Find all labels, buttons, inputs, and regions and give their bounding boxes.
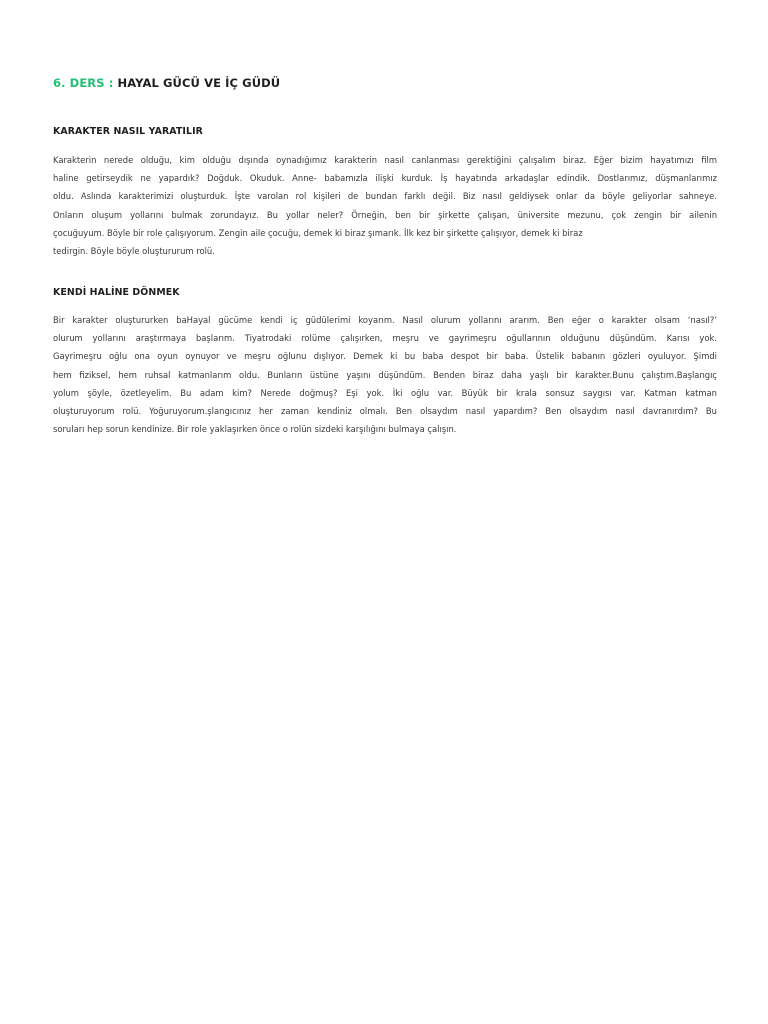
paragraph-line: oluşturuyorum rolü. Yoğuruyorum.şlangıcınız her zaman kendiniz olmalı. Ben olsaydım nasıl yapardım? Ben olsaydım nasıl davranırdım? Bu — [53, 405, 717, 416]
paragraph-line: hem fiziksel, hem ruhsal katmanlarım oldu. Bunların üstüne yaşını düşündüm. Benden biraz daha yaşlı bir karakter.Bunu çalıştım.Başlangıç — [53, 369, 717, 380]
paragraph-line: oldu. Aslında karakterimizi oluşturduk. İşte varolan rol kişileri de bundan farklı değil. Biz nasıl geldiysek onlar da böyle geliyorlar sahneye. — [53, 191, 717, 202]
paragraph-line: Karakterin nerede olduğu, kim olduğu dışında oynadığımız karakterin nasıl canlanması gerektiğini çalışalım biraz. Eğer bizim hayatımızı film — [53, 155, 717, 165]
section-paragraph-karakter — [53, 151, 717, 260]
lesson-title: HAYAL GÜCÜ VE İÇ GÜDÜ — [117, 76, 281, 90]
section-heading-karakter-nasil-yaratilir: KARAKTER NASIL YARATILIR — [53, 126, 203, 137]
document-title — [53, 75, 280, 91]
paragraph-line: yolum şöyle, özetleyelim. Bu adam kim? Nerede doğmuş? Eşi yok. İki oğlu var. Büyük bir krala sonsuz saygısı var. Katman katman — [53, 387, 717, 398]
paragraph-line: Bir karakter oluştururken baHayal gücüme kendi iç güdülerimi koyarım. Nasıl olurum yollarını ararım. Ben eğer o karakter olsam ‘nasıl?’ — [53, 315, 717, 325]
paragraph-line: Gayrimeşru oğlu ona oyun oynuyor ve meşru oğlunu dışlıyor. Demek ki bu baba despot bir baba. Üstelik babanın gözleri oyuluyor. Şimdi — [53, 351, 717, 362]
paragraph-line: tedirgin. Böyle böyle oluştururum rolü. — [53, 245, 215, 256]
section-heading-kendi-haline-donmek: KENDİ HALİNE DÖNMEK — [53, 287, 180, 298]
lesson-number: 6. DERS : — [53, 76, 114, 90]
section-paragraph-kendi-haline — [53, 311, 717, 438]
paragraph-line: haline getirseydik ne yapardık? Doğduk. Okuduk. Anne- babamızla ilişki kurduk. İş hayatında arkadaşlar edindik. Dostlarımız, düşmanlarımız — [53, 173, 717, 184]
paragraph-line: soruları hep sorun kendinize. Bir role yaklaşırken önce o rolün sizdeki karşılığını bulmaya çalışın. — [53, 424, 457, 435]
paragraph-line: Onların oluşum yollarını bulmak zorundayız. Bu yollar neler? Örneğin, ben bir şirkette çalışan, üniversite mezunu, çok zengin bir ailenin — [53, 209, 717, 220]
paragraph-line: olurum yollarını araştırmaya başlarım. Tiyatrodaki rolüme çalışırken, meşru ve gayrimeşru oğullarının olduğunu düşündüm. Karısı yok. — [53, 333, 717, 344]
paragraph-line: çocuğuyum. Böyle bir role çalışıyorum. Zengin aile çocuğu, demek ki biraz şımarık. İlk kez bir şirkette çalışıyor, demek ki biraz — [53, 227, 583, 238]
